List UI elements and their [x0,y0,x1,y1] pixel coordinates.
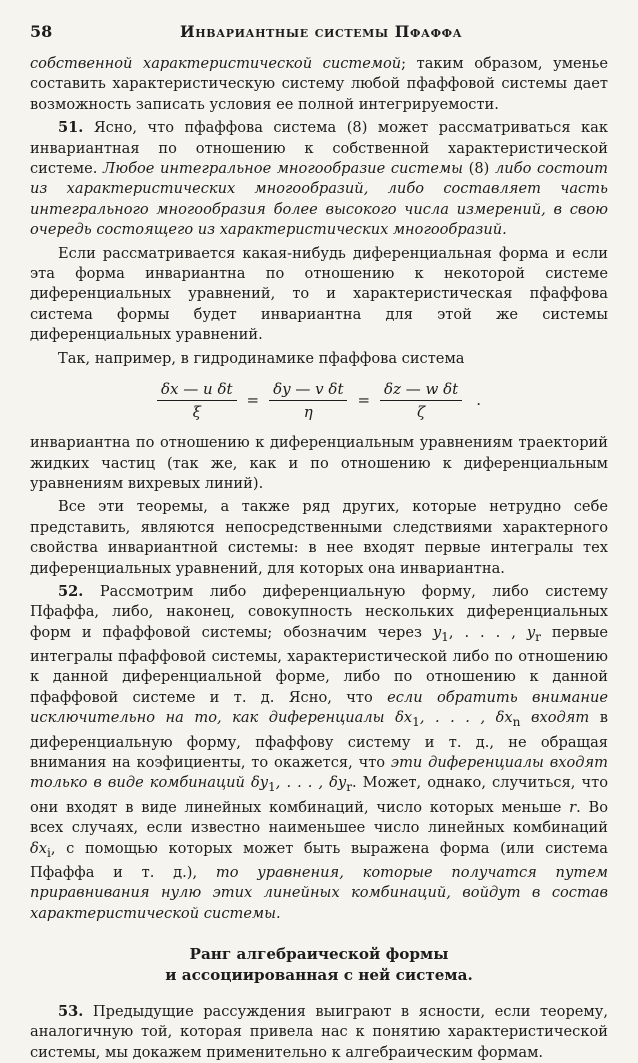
page-number: 58 [30,22,53,41]
fraction-1: $\frac{\text{δx — u δt}}{\xi}$ [157,380,237,421]
section-heading-line-1: Ранг алгебраической формы [189,945,449,964]
paragraph-5: инвариантна по отношению к диференциальным уравнениям траекторий жидких частиц (так же, как и по отношению к диференциальным уравнениям вихревых линий). [30,434,608,492]
paragraph-6: Все эти теоремы, а также ряд других, которые нетрудно себе представить, являются непосредственными следствиями характерного свойства инвариантной системы: в нее входят первые интегралы тех диференциальных уравнений, для которых она инвариантна. [30,498,608,577]
fraction-3: $\frac{\text{δz — w δt}}{\zeta}$ [380,380,462,421]
paragraph-1: собственной характеристической системой; таким образом, уменье составить характеристическую систему любой пфаффовой системы дает возможность записать условия ее полной интегрируемости. [30,55,608,113]
section-number-52: 52. [58,582,84,600]
section-number-51: 51. [58,119,84,137]
fraction-2: $\frac{\text{δy — v δt}}{\eta}$ [269,380,347,421]
paragraph-3: Если рассматривается какая-нибудь диференциальная форма и если эта форма инвариантна по отношению к некоторой системе диференциальных уравнений, то и характеристическая пфаффова система формы будет инвариантна для этой же системы диференциальных уравнений. [30,244,608,344]
hydrodynamics-formula: $\frac{\text{δx — u δt}}{\xi}$ = $\frac{\text{δy — v δt}}{\eta}$ = $\frac{\text{δz — w δt}}{\zeta}$ . [30,371,608,429]
running-title: Инвариантные системы Пфаффа [180,22,463,41]
paragraph-52: 52. Рассмотрим либо диференциальную форму, либо систему Пфаффа, либо, наконец, совокупность нескольких диференциальных форм и пфаффовой системы; обозначим через $y_1$, . . . , $y_r$ первые интегралы пфаффовой системы, характеристической либо по отношению к данной диференциальной форме, либо по отношению к данной пфаффовой системе и т. д. Ясно, что если обратить внимание исключительно на то, как диференциалы $\delta x_1$, . . . , $\delta x_n$ входят в диференциальную форму, пфаффову систему и т. д., не обращая внимания на коэфициенты, то окажется, что эти диференциалы входят только в виде комбинаций $\delta y_1$, . . . , $\delta y_r$. Может, однако, случиться, что они входят в виде линейных комбинаций, число которых меньше r. Во всех случаях, если известно наименьшее число линейных комбинаций $\delta x_i$, с помощью которых может быть выражена форма (или система Пфаффа и т. д.), то уравнения, которые получатся путем приравнивания нулю этих линейных комбинаций, войдут в состав характеристической системы. [30,582,609,922]
italic-term: собственной характеристической системой [30,55,402,72]
page-header [30,22,608,44]
section-number-53: 53. [58,1003,84,1021]
section-heading [30,944,608,986]
section-heading-line-2: и ассоциированная с ней система. [165,966,473,985]
paragraph-53: 53. Предыдущие рассуждения выиграют в ясности, если теорему, аналогичную той, которая привела нас к понятию характеристической системы, мы докажем применительно к алгебраическим формам. [30,1003,608,1061]
paragraph-4: Так, например, в гидродинамике пфаффова система [58,349,465,367]
paragraph-51: 51. Ясно, что пфаффова система (8) может рассматриваться как инвариантная по отношению к собственной характеристической системе. Любое интегральное многообразие системы (8) либо состоит из характеристических многообразий, либо составляет часть интегрального многообразия более высокого числа измерений, в свою очередь состоящего из характеристических многообразий. [30,119,608,239]
